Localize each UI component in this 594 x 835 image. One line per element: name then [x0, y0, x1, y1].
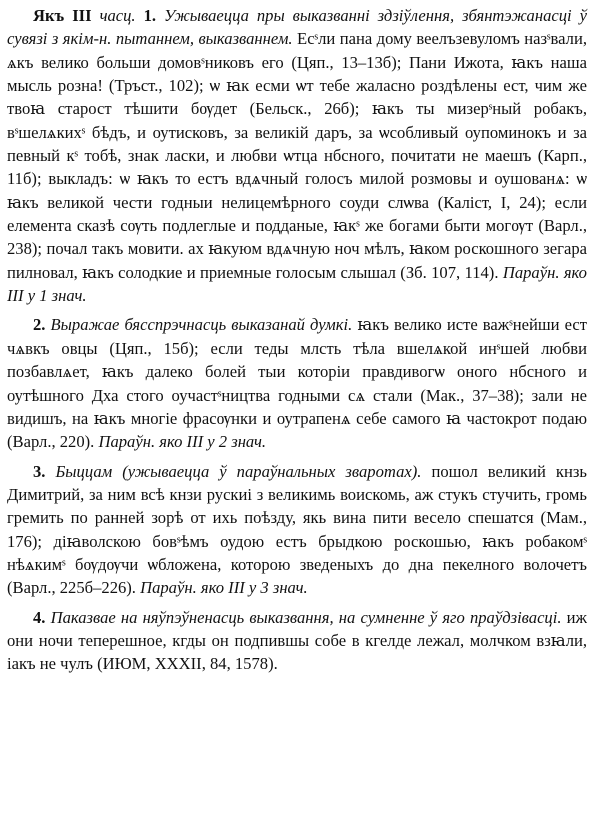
- sense-number: 2.: [33, 315, 46, 335]
- cross-reference: Параўн. яко III у 1 знач.: [7, 262, 587, 306]
- sense-citations: пошол великий кнзь Димитрий, за ним всѣ кнзи рускиі з великимь воискомь, аж стукъ стучить, громь гремить по ранней зорѣ от ихь поѣзду, якь вина пити весело спешатся (Мам., 176); діꙗволскою бовˢѣмъ оудою естъ брыдкою роскошью, ꙗкъ робакомˢ нѣѧкимˢ бѹдѹчи ѡбложена, которою зведеныхъ до дна пекелного волочетъ (Варл., 225б–226).: [7, 461, 587, 598]
- sense-definition: Ужываецца пры выказванні здзіўлення, збянтэжанасці ў сувязі з якім-н. пытаннем, выказваннем.: [7, 6, 587, 49]
- sense-definition: Паказвае на няўпэўненасць выказвання, на сумненне ў яго праўдзівасці.: [50, 607, 562, 627]
- entry-sense-1: [7, 4, 587, 307]
- grammar-label: часц.: [99, 6, 136, 25]
- entry-sense-3: [7, 460, 587, 600]
- sense-number: 3.: [33, 461, 46, 481]
- sense-citations: Есˢли пана дому веелъзевуломъ назˢвали, ѧкъ велико больши домовˢниковъ его (Цяп., 13–13б); Пани Ижота, ꙗкъ наша мысль розна! (Тръст., 102); ѡ ꙗк есми ѡт тебе жаласно роздѣлены ест, чим же твоꙗ старост тѣшити бѹдет (Бельск., 26б); ꙗкъ ты мизерˢный робакъ, вˢшелѧкихˢ бѣдъ, и оутисковъ, за великій даръ, за ѡсобливый оупоминокъ и за певный кˢ тобѣ, знак ласки, и любви ѡтца нбсного, почитати не маешъ (Карп., 11б); выкладъ: ѡ ꙗкъ то естъ вдѧчный голосъ милой розмовы и оушованѧ: ѡ ꙗкъ великой чести годныи нелицемѣрного соуди слѡва (Каліст, I, 24); если елемента сказѣ сѹть подлеглые и подданые, ꙗкˢ же богами быти могѹт (Варл., 238); почал такъ мовити. ах ꙗкуюм вдѧчную ноч мѣлъ, ꙗком роскошного зегара пилновал, ꙗкъ солодкие и приемные голосым слышал (Зб. 107, 114).: [7, 29, 587, 282]
- sense-definition: Быццам (ужываецца ў параўнальных зваротах).: [55, 461, 422, 481]
- entry-sense-2: [7, 313, 587, 453]
- entry-sense-4: [7, 606, 587, 676]
- sense-number: 4.: [33, 607, 46, 627]
- sense-definition: Выражае бясспрэчнасць выказанай думкі.: [50, 315, 353, 335]
- cross-reference: Параўн. яко III у 2 знач.: [98, 432, 267, 452]
- cross-reference: Параўн. яко III у 3 знач.: [140, 578, 308, 598]
- headword: Якъ III: [33, 6, 92, 25]
- sense-citations: иж они ночи теперешное, кгды он подпившы собе в кгелде лежал, молчком взꙗли, іакъ не чулъ (ИЮМ, XXXII, 84, 1578).: [7, 607, 587, 674]
- sense-number: 1.: [143, 6, 157, 25]
- sense-citations: ꙗкъ велико исте важˢнейши ест чѧвкъ овцы (Цяп., 15б); если теды млсть тѣла вшелѧкой инˢшей любви позбавлѧет, ꙗкъ далеко болей тыи которіи правдивогѡ оного нбсного и оутѣшного Дха стого оучастˢництва годными сѧ стали (Мак., 37–38); зали не видишъ, на ꙗкъ многіе фрасѹнки и оутрапенѧ себе самого ꙗ частокрот подаю (Варл., 220).: [7, 315, 587, 452]
